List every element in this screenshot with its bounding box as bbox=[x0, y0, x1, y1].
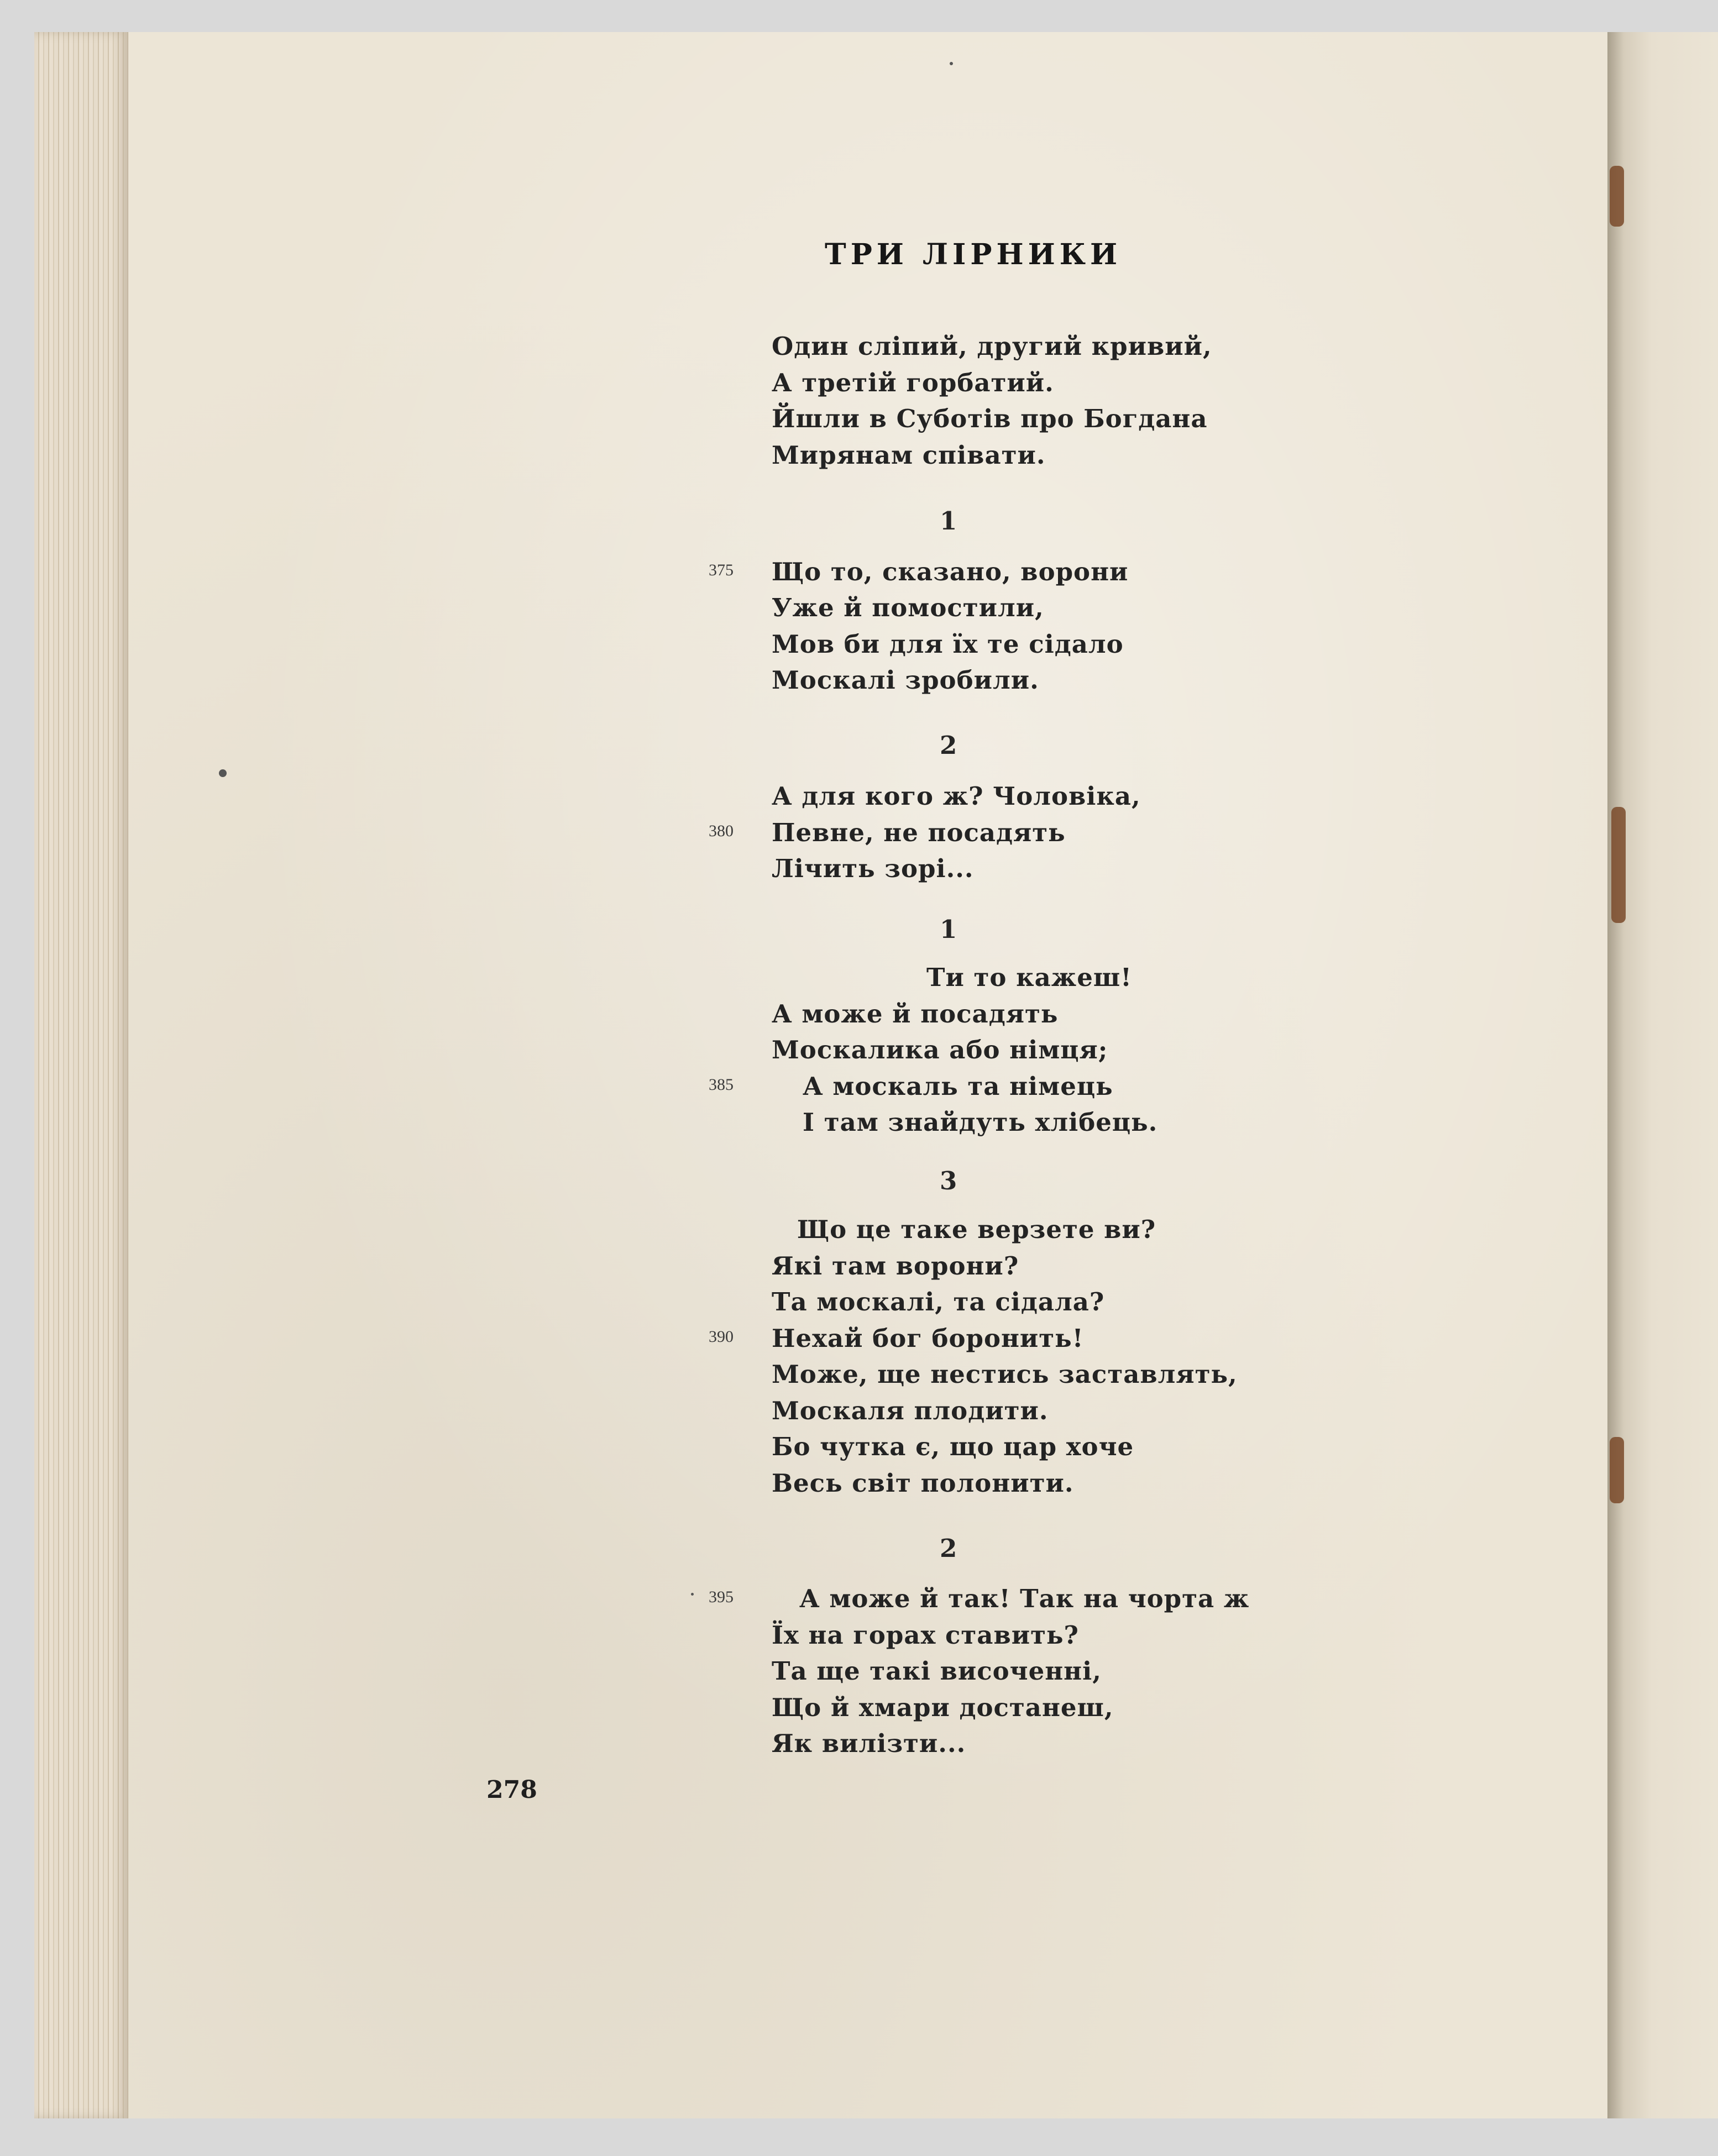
verse-line: Може, ще нестись заставлять, bbox=[772, 1360, 1238, 1389]
line-number: 375 bbox=[709, 561, 734, 579]
verse-line: Уже й помостили, bbox=[772, 593, 1044, 622]
intro-line: Один сліпий, другий кривий, bbox=[772, 332, 1212, 361]
paper-speck bbox=[691, 1593, 694, 1596]
verse-line: А для кого ж? Чоловіка, bbox=[772, 781, 1141, 811]
verse-line: І там знайдуть хлібець. bbox=[803, 1108, 1158, 1137]
intro-line: Мирянам співати. bbox=[772, 440, 1046, 470]
verse-line: Весь світ полонити. bbox=[772, 1468, 1074, 1498]
verse-line: Та ще такі височенні, bbox=[772, 1656, 1102, 1686]
verse-line: Москалика або німця; bbox=[772, 1035, 1108, 1064]
verse-line: Мов би для їх те сідало bbox=[772, 630, 1124, 659]
verse-line: Бо чутка є, що цар хоче bbox=[772, 1432, 1134, 1461]
line-number: 390 bbox=[709, 1328, 734, 1346]
verse-line: Ти то кажеш! bbox=[926, 963, 1132, 992]
verse-line: Певне, не посадять bbox=[772, 818, 1066, 847]
verse-line: Москалі зробили. bbox=[772, 665, 1039, 695]
verse-line: Які там ворони? bbox=[772, 1251, 1019, 1281]
line-number: 385 bbox=[709, 1076, 734, 1094]
paper-speck bbox=[219, 769, 227, 777]
speaker-marker: 2 bbox=[940, 1534, 957, 1563]
verse-line: А москаль та німець bbox=[803, 1072, 1113, 1101]
verse-line: А може й так! Так на чорта ж bbox=[799, 1584, 1250, 1613]
binding-stain bbox=[1610, 166, 1624, 227]
speaker-marker: 3 bbox=[940, 1166, 957, 1195]
speaker-marker: 1 bbox=[940, 506, 957, 536]
verse-line: Нехай бог боронить! bbox=[772, 1324, 1084, 1353]
binding-stain bbox=[1611, 807, 1626, 923]
speaker-marker: 1 bbox=[940, 915, 957, 944]
page-number: 278 bbox=[486, 1776, 537, 1804]
speaker-marker: 2 bbox=[940, 731, 957, 760]
poem-title: ТРИ ЛІРНИКИ bbox=[825, 238, 1122, 271]
verse-line: Що це таке верзете ви? bbox=[797, 1215, 1156, 1244]
page-stack-edges bbox=[34, 32, 128, 2118]
line-number: 395 bbox=[709, 1588, 734, 1606]
verse-line: Та москалі, та сідала? bbox=[772, 1287, 1105, 1316]
verse-line: Що й хмари достанеш, bbox=[772, 1693, 1114, 1722]
verse-line: Москаля плодити. bbox=[772, 1396, 1049, 1425]
facing-page-edge bbox=[1607, 32, 1718, 2118]
binding-stain bbox=[1610, 1437, 1624, 1503]
line-number: 380 bbox=[709, 822, 734, 840]
verse-line: Лічить зорі... bbox=[772, 854, 974, 883]
verse-line: Їх на горах ставить? bbox=[772, 1620, 1079, 1650]
paper-speck bbox=[950, 62, 953, 65]
intro-line: А третій горбатий. bbox=[772, 368, 1054, 397]
verse-line: А може й посадять bbox=[772, 999, 1059, 1029]
intro-line: Йшли в Суботів про Богдана bbox=[772, 404, 1208, 433]
verse-line: Що то, сказано, ворони bbox=[772, 557, 1129, 586]
verse-line: Як вилізти... bbox=[772, 1729, 966, 1758]
